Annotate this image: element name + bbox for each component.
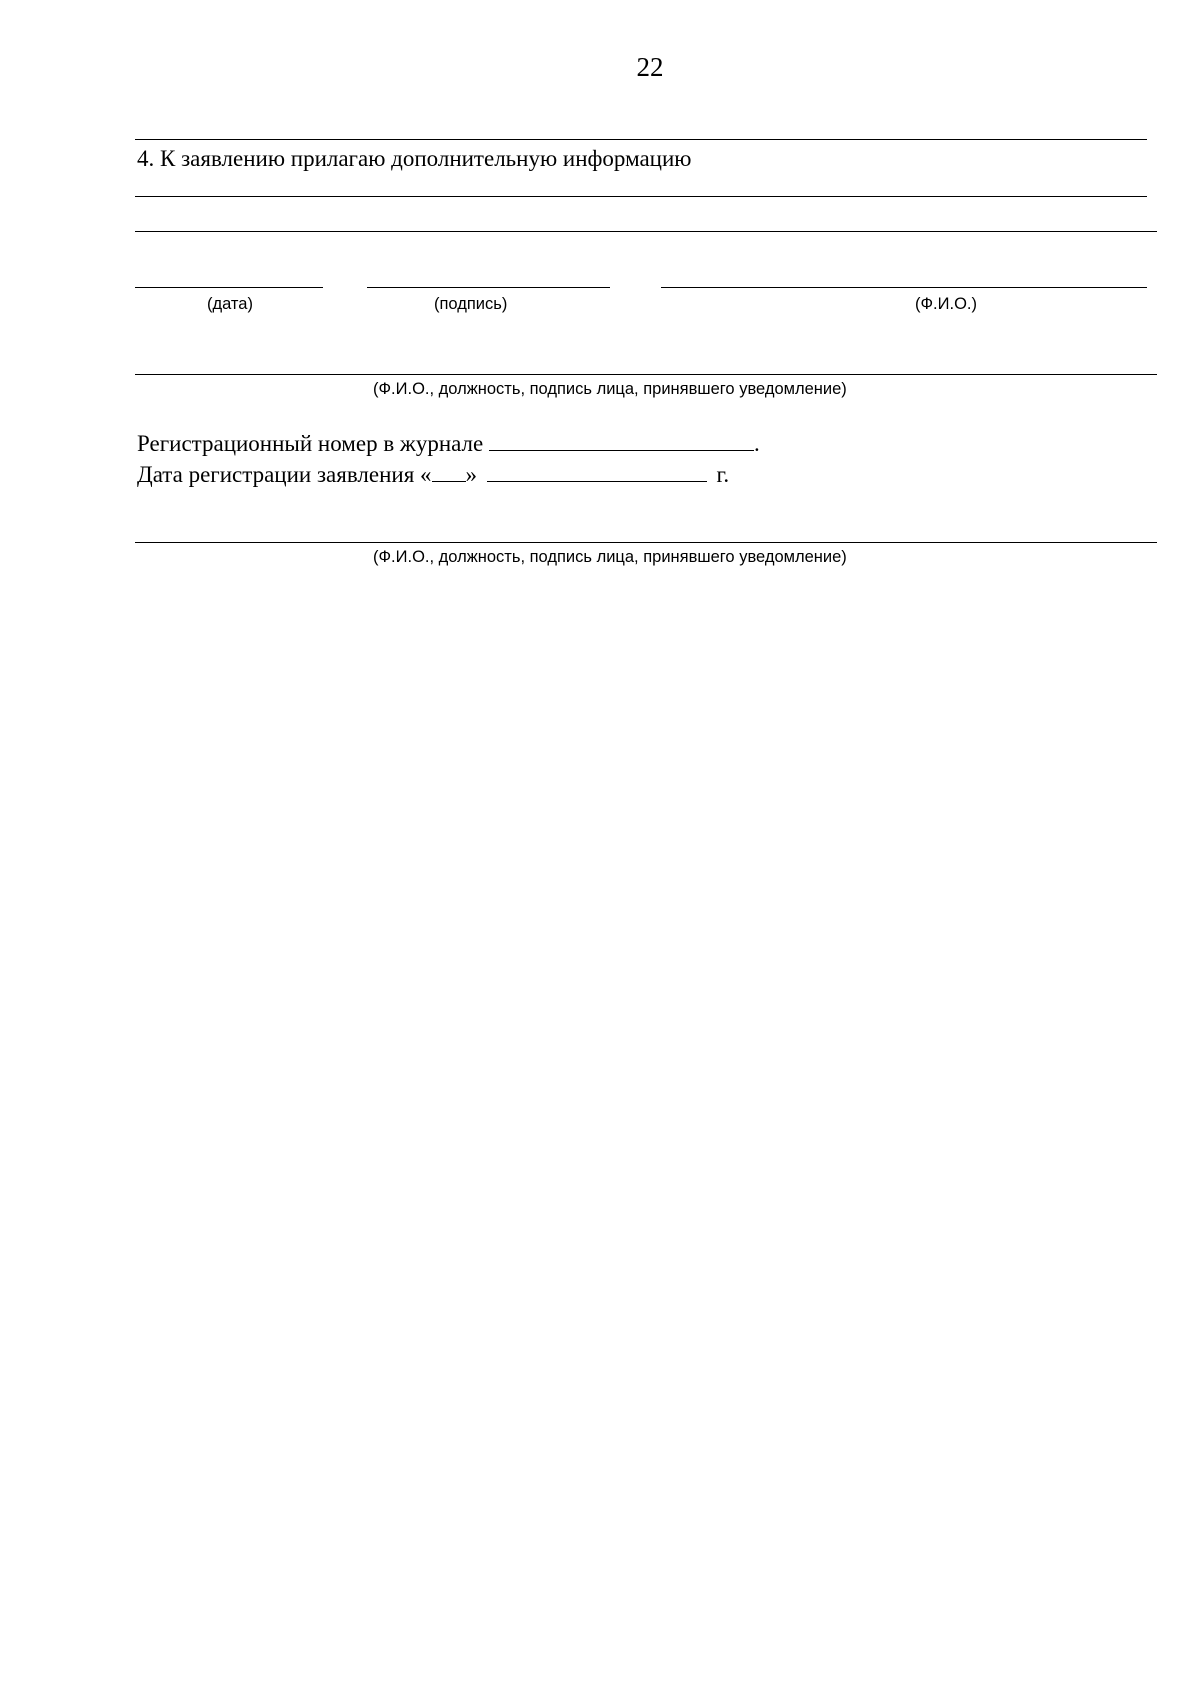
journal-number-blank[interactable] (489, 449, 754, 451)
fio-caption: (Ф.И.О.) (915, 295, 977, 313)
year-suffix: г. (716, 462, 730, 487)
attachment-blank-line-1[interactable] (135, 196, 1147, 197)
receiver-caption-2: (Ф.И.О., должность, подпись лица, принявшего уведомление) (373, 548, 847, 566)
receiver-blank-line-1[interactable] (135, 374, 1157, 375)
date-blank-line[interactable] (135, 287, 323, 288)
signature-caption: (подпись) (434, 295, 508, 313)
date-label-close: » (465, 462, 478, 487)
receiver-caption-1: (Ф.И.О., должность, подпись лица, принявшего уведомление) (373, 380, 847, 398)
month-blank[interactable] (487, 480, 707, 482)
fio-blank-line[interactable] (661, 287, 1147, 288)
day-blank[interactable] (432, 480, 466, 482)
journal-suffix: . (753, 431, 760, 456)
attachment-blank-line-2[interactable] (135, 231, 1157, 232)
attachment-label: 4. К заявлению прилагаю дополнительную информацию (137, 146, 692, 171)
receiver-blank-line-2[interactable] (135, 542, 1157, 543)
registration-journal-row (137, 432, 760, 455)
journal-label: Регистрационный номер в журнале (137, 431, 484, 456)
date-label: Дата регистрации заявления « (137, 462, 432, 487)
registration-date-row (137, 463, 729, 486)
date-caption: (дата) (207, 295, 253, 313)
signature-blank-line[interactable] (367, 287, 610, 288)
top-rule (135, 139, 1147, 140)
page-number: 22 (636, 52, 664, 82)
